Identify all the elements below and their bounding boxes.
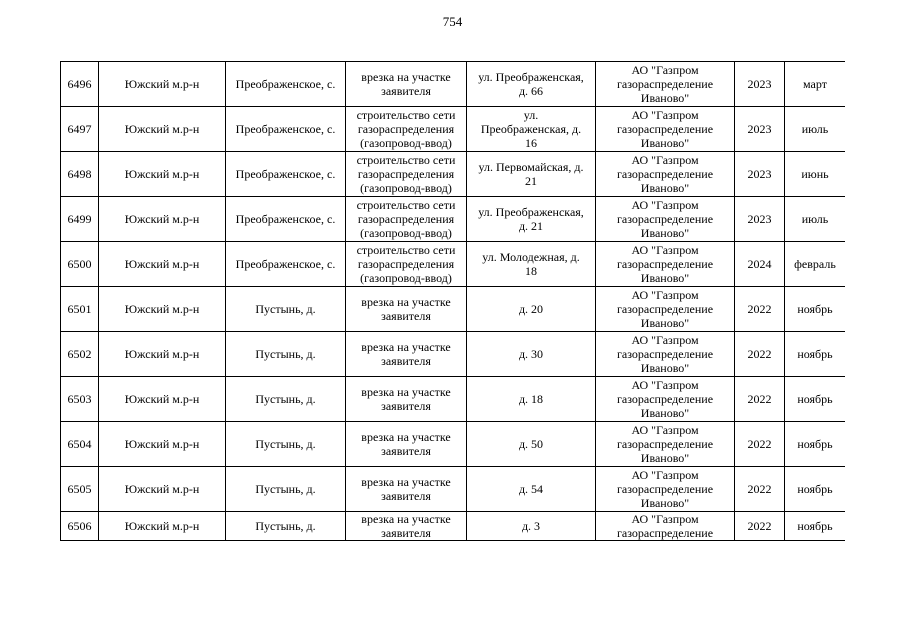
work-type-cell-line: заявителя — [381, 309, 431, 323]
address-cell — [467, 467, 596, 512]
work-type-cell-line: (газопровод-ввод) — [360, 226, 452, 240]
work-type-cell-line: заявителя — [381, 354, 431, 368]
address-cell-line: Преображенская, д. — [480, 122, 582, 136]
organization-cell — [596, 107, 735, 152]
organization-cell-line: Иваново" — [640, 316, 690, 330]
month-cell: июнь — [785, 152, 846, 197]
work-type-cell — [346, 467, 467, 512]
row-number-cell: 6502 — [61, 332, 99, 377]
address-cell-line: д. 18 — [518, 392, 544, 406]
organization-cell-line: Иваново" — [640, 91, 690, 105]
table-row — [61, 332, 846, 377]
table-body — [61, 62, 846, 541]
work-type-cell — [346, 287, 467, 332]
address-cell-line: д. 3 — [521, 519, 541, 533]
organization-cell-line: АО "Газпром — [631, 468, 699, 482]
table-row — [61, 467, 846, 512]
month-cell: ноябрь — [785, 512, 846, 541]
locality-cell: Пустынь, д. — [226, 512, 346, 541]
work-type-cell — [346, 152, 467, 197]
address-cell-line: ул. Первомайская, д. — [478, 160, 584, 174]
work-type-cell-line: газораспределения — [357, 122, 455, 136]
work-type-cell-line: заявителя — [381, 84, 431, 98]
gasification-table-wrapper — [60, 61, 845, 542]
month-cell: ноябрь — [785, 287, 846, 332]
district-cell: Южский м.р-н — [99, 467, 226, 512]
locality-cell: Пустынь, д. — [226, 467, 346, 512]
year-cell: 2022 — [735, 422, 785, 467]
work-type-cell — [346, 197, 467, 242]
work-type-cell-line: врезка на участке — [361, 70, 451, 84]
address-cell-line: д. 20 — [518, 302, 544, 316]
month-cell: июль — [785, 107, 846, 152]
organization-cell-line: газораспределение — [616, 526, 714, 540]
work-type-cell-line: заявителя — [381, 489, 431, 503]
work-type-cell-line: заявителя — [381, 399, 431, 413]
organization-cell — [596, 467, 735, 512]
month-cell: ноябрь — [785, 422, 846, 467]
month-cell: июль — [785, 197, 846, 242]
district-cell: Южский м.р-н — [99, 422, 226, 467]
organization-cell-line: АО "Газпром — [631, 333, 699, 347]
district-cell: Южский м.р-н — [99, 152, 226, 197]
year-cell: 2022 — [735, 332, 785, 377]
work-type-cell — [346, 332, 467, 377]
organization-cell-line: газораспределение — [616, 257, 714, 271]
work-type-cell-line: врезка на участке — [361, 512, 451, 526]
organization-cell-line: АО "Газпром — [631, 153, 699, 167]
organization-cell — [596, 512, 735, 541]
row-number-cell: 6504 — [61, 422, 99, 467]
table-row — [61, 377, 846, 422]
address-cell-line: д. 21 — [518, 219, 544, 233]
table-row — [61, 242, 846, 287]
address-cell — [467, 332, 596, 377]
row-number-cell: 6501 — [61, 287, 99, 332]
district-cell: Южский м.р-н — [99, 332, 226, 377]
year-cell: 2023 — [735, 62, 785, 107]
row-number-cell: 6506 — [61, 512, 99, 541]
work-type-cell-line: врезка на участке — [361, 385, 451, 399]
address-cell — [467, 62, 596, 107]
organization-cell-line: Иваново" — [640, 451, 690, 465]
organization-cell-line: газораспределение — [616, 482, 714, 496]
organization-cell-line: АО "Газпром — [631, 63, 699, 77]
address-cell — [467, 422, 596, 467]
address-cell-line: д. 66 — [518, 84, 544, 98]
month-cell: ноябрь — [785, 377, 846, 422]
organization-cell-line: газораспределение — [616, 167, 714, 181]
organization-cell-line: АО "Газпром — [631, 378, 699, 392]
locality-cell: Пустынь, д. — [226, 422, 346, 467]
district-cell: Южский м.р-н — [99, 62, 226, 107]
row-number-cell: 6503 — [61, 377, 99, 422]
year-cell: 2022 — [735, 377, 785, 422]
work-type-cell-line: газораспределения — [357, 212, 455, 226]
row-number-cell: 6505 — [61, 467, 99, 512]
work-type-cell-line: строительство сети — [356, 243, 456, 257]
table-row — [61, 107, 846, 152]
address-cell — [467, 242, 596, 287]
table-row — [61, 287, 846, 332]
year-cell: 2022 — [735, 287, 785, 332]
table-row — [61, 197, 846, 242]
table-row — [61, 512, 846, 541]
address-cell-line: д. 30 — [518, 347, 544, 361]
organization-cell-line: газораспределение — [616, 302, 714, 316]
work-type-cell — [346, 107, 467, 152]
organization-cell-line: газораспределение — [616, 392, 714, 406]
organization-cell — [596, 422, 735, 467]
locality-cell: Преображенское, с. — [226, 62, 346, 107]
year-cell: 2022 — [735, 512, 785, 541]
work-type-cell-line: строительство сети — [356, 108, 456, 122]
organization-cell — [596, 332, 735, 377]
locality-cell: Преображенское, с. — [226, 197, 346, 242]
locality-cell: Пустынь, д. — [226, 332, 346, 377]
organization-cell-line: газораспределение — [616, 347, 714, 361]
locality-cell: Преображенское, с. — [226, 152, 346, 197]
organization-cell-line: АО "Газпром — [631, 423, 699, 437]
address-cell-line: 16 — [525, 136, 537, 150]
address-cell — [467, 512, 596, 541]
gasification-table — [60, 61, 845, 541]
organization-cell — [596, 377, 735, 422]
locality-cell: Преображенское, с. — [226, 242, 346, 287]
year-cell: 2023 — [735, 107, 785, 152]
work-type-cell-line: (газопровод-ввод) — [360, 271, 452, 285]
row-number-cell: 6497 — [61, 107, 99, 152]
work-type-cell — [346, 242, 467, 287]
organization-cell-line: газораспределение — [616, 77, 714, 91]
address-cell-line: ул. Молодежная, д. — [482, 250, 580, 264]
district-cell: Южский м.р-н — [99, 512, 226, 541]
organization-cell — [596, 152, 735, 197]
address-cell-line: д. 54 — [518, 482, 544, 496]
organization-cell-line: Иваново" — [640, 181, 690, 195]
work-type-cell-line: заявителя — [381, 444, 431, 458]
work-type-cell-line: (газопровод-ввод) — [360, 181, 452, 195]
row-number-cell: 6498 — [61, 152, 99, 197]
organization-cell-line: Иваново" — [640, 226, 690, 240]
organization-cell-line: АО "Газпром — [631, 288, 699, 302]
year-cell: 2023 — [735, 152, 785, 197]
district-cell: Южский м.р-н — [99, 107, 226, 152]
organization-cell-line: газораспределение — [616, 212, 714, 226]
organization-cell — [596, 242, 735, 287]
page-number: 754 — [442, 14, 463, 29]
address-cell-line: 18 — [525, 264, 537, 278]
district-cell: Южский м.р-н — [99, 287, 226, 332]
organization-cell — [596, 197, 735, 242]
address-cell — [467, 152, 596, 197]
work-type-cell — [346, 377, 467, 422]
work-type-cell-line: врезка на участке — [361, 340, 451, 354]
organization-cell-line: Иваново" — [640, 136, 690, 150]
organization-cell-line: АО "Газпром — [631, 108, 699, 122]
work-type-cell-line: врезка на участке — [361, 475, 451, 489]
address-cell-line: ул. Преображенская, — [478, 70, 584, 84]
table-row — [61, 422, 846, 467]
year-cell: 2023 — [735, 197, 785, 242]
district-cell: Южский м.р-н — [99, 242, 226, 287]
organization-cell-line: газораспределение — [616, 437, 714, 451]
locality-cell: Пустынь, д. — [226, 377, 346, 422]
organization-cell-line: АО "Газпром — [631, 243, 699, 257]
organization-cell — [596, 62, 735, 107]
organization-cell-line: газораспределение — [616, 122, 714, 136]
district-cell: Южский м.р-н — [99, 197, 226, 242]
work-type-cell-line: газораспределения — [357, 167, 455, 181]
table-row — [61, 152, 846, 197]
organization-cell — [596, 287, 735, 332]
work-type-cell-line: врезка на участке — [361, 295, 451, 309]
district-cell: Южский м.р-н — [99, 377, 226, 422]
organization-cell-line: Иваново" — [640, 271, 690, 285]
organization-cell-line: АО "Газпром — [631, 198, 699, 212]
row-number-cell: 6499 — [61, 197, 99, 242]
work-type-cell-line: заявителя — [381, 526, 431, 540]
address-cell — [467, 197, 596, 242]
address-cell-line: ул. Преображенская, — [478, 205, 584, 219]
organization-cell-line: АО "Газпром — [631, 512, 699, 526]
year-cell: 2022 — [735, 467, 785, 512]
work-type-cell — [346, 512, 467, 541]
organization-cell-line: Иваново" — [640, 496, 690, 510]
work-type-cell-line: строительство сети — [356, 198, 456, 212]
address-cell — [467, 107, 596, 152]
organization-cell-line: Иваново" — [640, 361, 690, 375]
address-cell-line: д. 50 — [518, 437, 544, 451]
work-type-cell-line: врезка на участке — [361, 430, 451, 444]
month-cell: февраль — [785, 242, 846, 287]
month-cell: ноябрь — [785, 332, 846, 377]
year-cell: 2024 — [735, 242, 785, 287]
row-number-cell: 6496 — [61, 62, 99, 107]
work-type-cell — [346, 62, 467, 107]
organization-cell-line: Иваново" — [640, 406, 690, 420]
work-type-cell-line: строительство сети — [356, 153, 456, 167]
locality-cell: Преображенское, с. — [226, 107, 346, 152]
locality-cell: Пустынь, д. — [226, 287, 346, 332]
row-number-cell: 6500 — [61, 242, 99, 287]
month-cell: ноябрь — [785, 467, 846, 512]
address-cell — [467, 377, 596, 422]
work-type-cell-line: газораспределения — [357, 257, 455, 271]
address-cell — [467, 287, 596, 332]
work-type-cell — [346, 422, 467, 467]
address-cell-line: 21 — [525, 174, 537, 188]
month-cell: март — [785, 62, 846, 107]
table-row — [61, 62, 846, 107]
work-type-cell-line: (газопровод-ввод) — [360, 136, 452, 150]
address-cell-line: ул. — [523, 108, 539, 122]
